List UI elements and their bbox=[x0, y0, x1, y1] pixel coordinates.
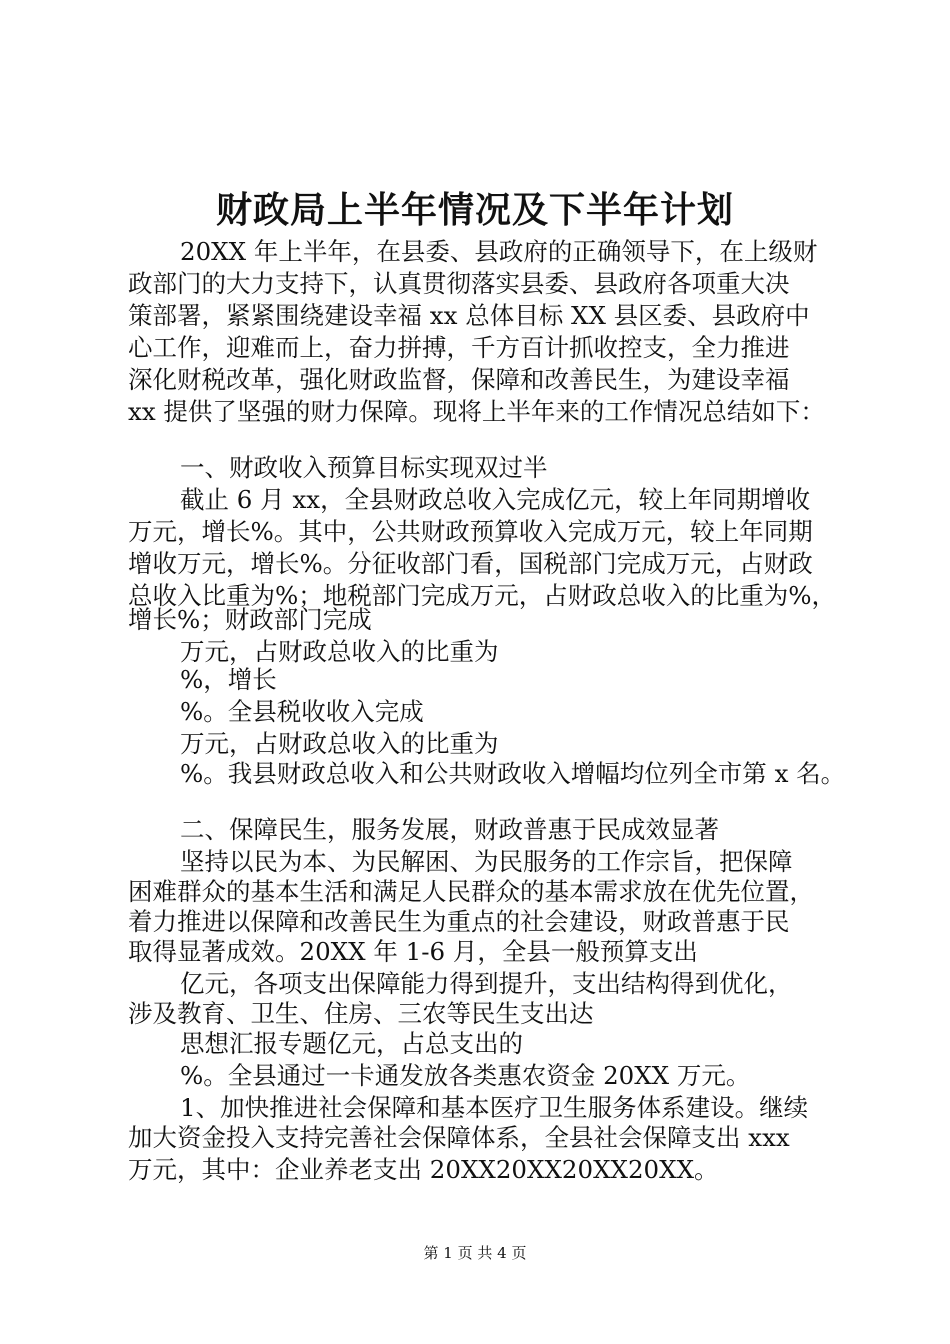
paragraph-line: 深化财税改革，强化财政监督，保障和改善民生，为建设幸福 bbox=[128, 365, 790, 394]
paragraph-line: 1、加快推进社会保障和基本医疗卫生服务体系建设。继续 bbox=[180, 1093, 809, 1122]
paragraph-line: %。全县税收收入完成 bbox=[180, 697, 424, 726]
paragraph-line: %，增长 bbox=[180, 665, 277, 694]
document-title: 财政局上半年情况及下半年计划 bbox=[215, 189, 734, 231]
paragraph-line: 政部门的大力支持下，认真贯彻落实县委、县政府各项重大决 bbox=[128, 269, 790, 298]
paragraph-line: 万元，其中：企业养老支出 20XX20XX20XX20XX。 bbox=[128, 1155, 719, 1184]
paragraph-line: 着力推进以保障和改善民生为重点的社会建设，财政普惠于民 bbox=[128, 907, 790, 936]
paragraph-line: 万元，增长%。其中，公共财政预算收入完成万元，较上年同期 bbox=[128, 517, 813, 546]
section-heading: 二、保障民生，服务发展，财政普惠于民成效显著 bbox=[180, 815, 719, 844]
paragraph-line: %。我县财政总收入和公共财政收入增幅均位列全市第 x 名。 bbox=[180, 759, 846, 788]
page-number-footer: 第 1 页 共 4 页 bbox=[423, 1244, 527, 1262]
paragraph-line: 万元，占财政总收入的比重为 bbox=[180, 637, 499, 666]
paragraph-line: 总收入比重为%；地税部门完成万元，占财政总收入的比重为%， bbox=[128, 581, 837, 610]
paragraph-line: 困难群众的基本生活和满足人民群众的基本需求放在优先位置， bbox=[128, 877, 814, 906]
paragraph-line: 取得显著成效。20XX 年 1-6 月，全县一般预算支出 bbox=[128, 937, 698, 966]
paragraph-line: %。全县通过一卡通发放各类惠农资金 20XX 万元。 bbox=[180, 1061, 751, 1090]
paragraph-line: 增长%；财政部门完成 bbox=[128, 605, 372, 634]
paragraph-line: 心工作，迎难而上，奋力拼搏，千方百计抓收控支，全力推进 bbox=[128, 333, 790, 362]
paragraph-line: 涉及教育、卫生、住房、三农等民生支出达 bbox=[128, 999, 594, 1028]
paragraph-line: 万元，占财政总收入的比重为 bbox=[180, 729, 499, 758]
paragraph-line: xx 提供了坚强的财力保障。现将上半年来的工作情况总结如下： bbox=[128, 397, 825, 426]
paragraph-line: 亿元，各项支出保障能力得到提升，支出结构得到优化， bbox=[180, 969, 793, 998]
paragraph-line: 20XX 年上半年，在县委、县政府的正确领导下，在上级财 bbox=[180, 237, 818, 266]
paragraph-line: 思想汇报专题亿元，占总支出的 bbox=[180, 1029, 523, 1058]
paragraph-line: 策部署，紧紧围绕建设幸福 xx 总体目标 XX 县区委、县政府中 bbox=[128, 301, 810, 330]
paragraph-line: 增收万元，增长%。分征收部门看，国税部门完成万元，占财政 bbox=[128, 549, 813, 578]
section-heading: 一、财政收入预算目标实现双过半 bbox=[180, 453, 548, 482]
paragraph-line: 坚持以民为本、为民解困、为民服务的工作宗旨，把保障 bbox=[180, 847, 793, 876]
paragraph-line: 截止 6 月 xx，全县财政总收入完成亿元，较上年同期增收 bbox=[180, 485, 811, 514]
paragraph-line: 加大资金投入支持完善社会保障体系，全县社会保障支出 xxx bbox=[128, 1123, 790, 1152]
